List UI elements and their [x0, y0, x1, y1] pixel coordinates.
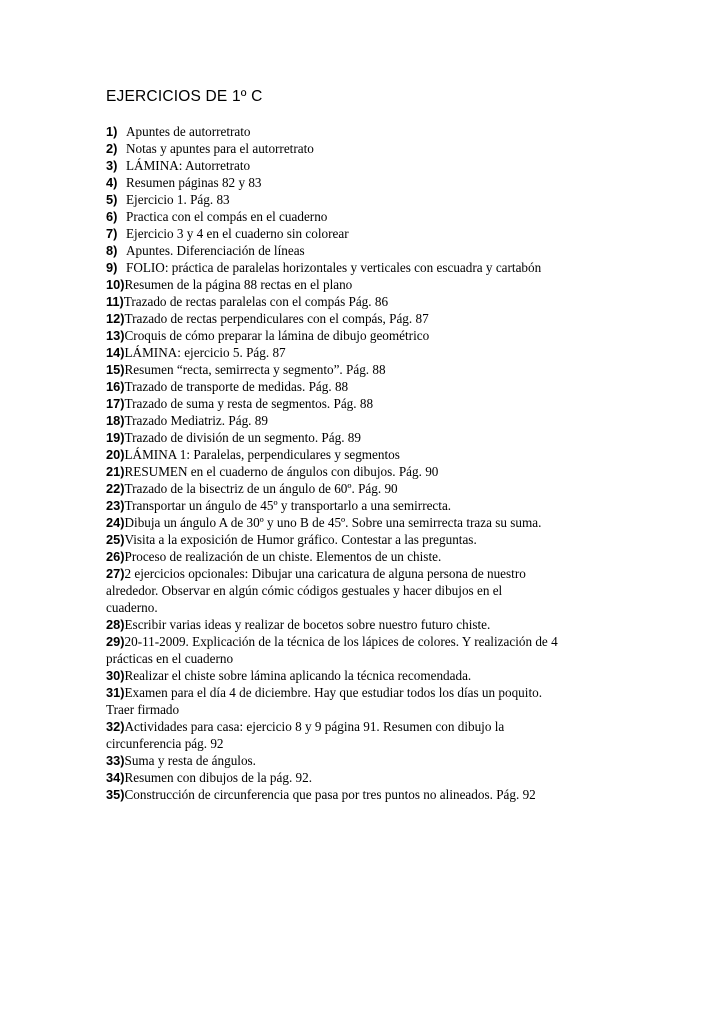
list-item-continuation	[106, 599, 646, 616]
list-item-continuation	[106, 735, 646, 752]
item-number: 4)	[106, 175, 118, 190]
list-item	[106, 446, 646, 463]
list-item	[106, 633, 646, 650]
item-number: 14)	[106, 345, 125, 360]
item-number: 10)	[106, 277, 125, 292]
list-item	[106, 310, 646, 327]
item-number: 7)	[106, 226, 118, 241]
item-text: Actividades para casa: ejercicio 8 y 9 página 91. Resumen con dibujo la	[124, 719, 505, 734]
list-item	[106, 514, 646, 531]
list-item	[106, 497, 646, 514]
item-text: Trazado de rectas perpendiculares con el compás, Pág. 87	[124, 311, 429, 326]
list-item	[106, 412, 646, 429]
list-item	[106, 276, 646, 293]
item-number: 6)	[106, 209, 118, 224]
item-text: LÁMINA: ejercicio 5. Pág. 87	[124, 345, 286, 360]
item-number: 9)	[106, 260, 118, 275]
item-text: Trazado de rectas paralelas con el compás Pág. 86	[123, 294, 389, 309]
list-item-continuation	[106, 650, 646, 667]
item-text: prácticas en el cuaderno	[106, 651, 234, 666]
item-text: Transportar un ángulo de 45º y transportarlo a una semirrecta.	[124, 498, 452, 513]
item-text: Trazado de la bisectriz de un ángulo de 60º. Pág. 90	[124, 481, 398, 496]
list-item	[106, 361, 646, 378]
item-number: 15)	[106, 362, 125, 377]
list-item	[106, 327, 646, 344]
list-item	[106, 123, 646, 140]
item-number: 23)	[106, 498, 125, 513]
list-item	[106, 548, 646, 565]
item-number: 24)	[106, 515, 125, 530]
item-number: 1)	[106, 124, 118, 139]
item-number: 33)	[106, 753, 125, 768]
item-text: Trazado de transporte de medidas. Pág. 88	[124, 379, 349, 394]
list-item	[106, 293, 646, 310]
item-number: 32)	[106, 719, 125, 734]
item-number: 34)	[106, 770, 125, 785]
list-item	[106, 242, 646, 259]
list-item	[106, 684, 646, 701]
list-item	[106, 259, 646, 276]
item-number: 30)	[106, 668, 125, 683]
item-number: 18)	[106, 413, 125, 428]
list-item-continuation	[106, 582, 646, 599]
item-number: 29)	[106, 634, 125, 649]
list-item	[106, 344, 646, 361]
item-number: 31)	[106, 685, 125, 700]
item-number: 19)	[106, 430, 125, 445]
list-item	[106, 157, 646, 174]
item-text: circunferencia pág. 92	[106, 736, 224, 751]
item-number: 2)	[106, 141, 118, 156]
item-text: Ejercicio 1. Pág. 83	[126, 192, 230, 207]
list-item	[106, 667, 646, 684]
item-number: 21)	[106, 464, 125, 479]
item-text: alrededor. Observar en algún cómic códigos gestuales y hacer dibujos en el	[106, 583, 503, 598]
list-item	[106, 429, 646, 446]
item-text: Trazado de división de un segmento. Pág. 89	[124, 430, 361, 445]
exercise-list	[106, 123, 646, 803]
item-text: Resumen páginas 82 y 83	[126, 175, 262, 190]
item-text: Escribir varias ideas y realizar de bocetos sobre nuestro futuro chiste.	[124, 617, 491, 632]
item-text: Visita a la exposición de Humor gráfico. Contestar a las preguntas.	[124, 532, 477, 547]
item-text: Ejercicio 3 y 4 en el cuaderno sin colorear	[126, 226, 349, 241]
item-number: 26)	[106, 549, 125, 564]
item-number: 25)	[106, 532, 125, 547]
item-text: Suma y resta de ángulos.	[124, 753, 256, 768]
item-text: RESUMEN en el cuaderno de ángulos con dibujos. Pág. 90	[124, 464, 439, 479]
item-number: 27)	[106, 566, 125, 581]
item-number: 5)	[106, 192, 118, 207]
item-number: 35)	[106, 787, 125, 802]
item-text: LÁMINA: Autorretrato	[126, 158, 251, 173]
item-number: 8)	[106, 243, 118, 258]
item-text: Construcción de circunferencia que pasa por tres puntos no alineados. Pág. 92	[124, 787, 536, 802]
item-text: Notas y apuntes para el autorretrato	[126, 141, 314, 156]
item-number: 12)	[106, 311, 125, 326]
item-number: 22)	[106, 481, 125, 496]
item-text: FOLIO: práctica de paralelas horizontales y verticales con escuadra y cartabón	[126, 260, 542, 275]
list-item	[106, 463, 646, 480]
item-number: 17)	[106, 396, 125, 411]
item-text: Trazado Mediatriz. Pág. 89	[124, 413, 268, 428]
item-number: 13)	[106, 328, 125, 343]
list-item	[106, 208, 646, 225]
item-text: Resumen de la página 88 rectas en el plano	[124, 277, 353, 292]
item-number: 20)	[106, 447, 125, 462]
list-item	[106, 225, 646, 242]
list-item	[106, 565, 646, 582]
item-number: 11)	[106, 294, 124, 309]
item-text: Traer firmado	[106, 702, 180, 717]
item-text: Resumen “recta, semirrecta y segmento”. Pág. 88	[124, 362, 386, 377]
list-item	[106, 752, 646, 769]
list-item	[106, 140, 646, 157]
list-item	[106, 616, 646, 633]
item-number: 16)	[106, 379, 125, 394]
list-item	[106, 718, 646, 735]
list-item	[106, 786, 646, 803]
item-text: Apuntes de autorretrato	[126, 124, 251, 139]
list-item	[106, 480, 646, 497]
item-text: Croquis de cómo preparar la lámina de dibujo geométrico	[124, 328, 430, 343]
list-item	[106, 378, 646, 395]
item-text: Proceso de realización de un chiste. Elementos de un chiste.	[124, 549, 442, 564]
list-item	[106, 531, 646, 548]
list-item	[106, 191, 646, 208]
item-text: Apuntes. Diferenciación de líneas	[126, 243, 305, 258]
item-text: 20-11-2009. Explicación de la técnica de los lápices de colores. Y realización de 4	[124, 634, 558, 649]
item-text: cuaderno.	[106, 600, 158, 615]
list-item-continuation	[106, 701, 646, 718]
document-title: EJERCICIOS DE 1º C	[106, 88, 263, 105]
item-text: Dibuja un ángulo A de 30º y uno B de 45º. Sobre una semirrecta traza su suma.	[124, 515, 542, 530]
item-text: Examen para el día 4 de diciembre. Hay que estudiar todos los días un poquito.	[124, 685, 542, 700]
item-text: Resumen con dibujos de la pág. 92.	[124, 770, 313, 785]
item-text: LÁMINA 1: Paralelas, perpendiculares y segmentos	[124, 447, 400, 462]
list-item	[106, 174, 646, 191]
list-item	[106, 395, 646, 412]
list-item	[106, 769, 646, 786]
item-text: Realizar el chiste sobre lámina aplicando la técnica recomendada.	[124, 668, 472, 683]
item-number: 28)	[106, 617, 125, 632]
item-text: Practica con el compás en el cuaderno	[126, 209, 328, 224]
item-text: 2 ejercicios opcionales: Dibujar una caricatura de alguna persona de nuestro	[124, 566, 526, 581]
item-text: Trazado de suma y resta de segmentos. Pág. 88	[124, 396, 374, 411]
item-number: 3)	[106, 158, 118, 173]
